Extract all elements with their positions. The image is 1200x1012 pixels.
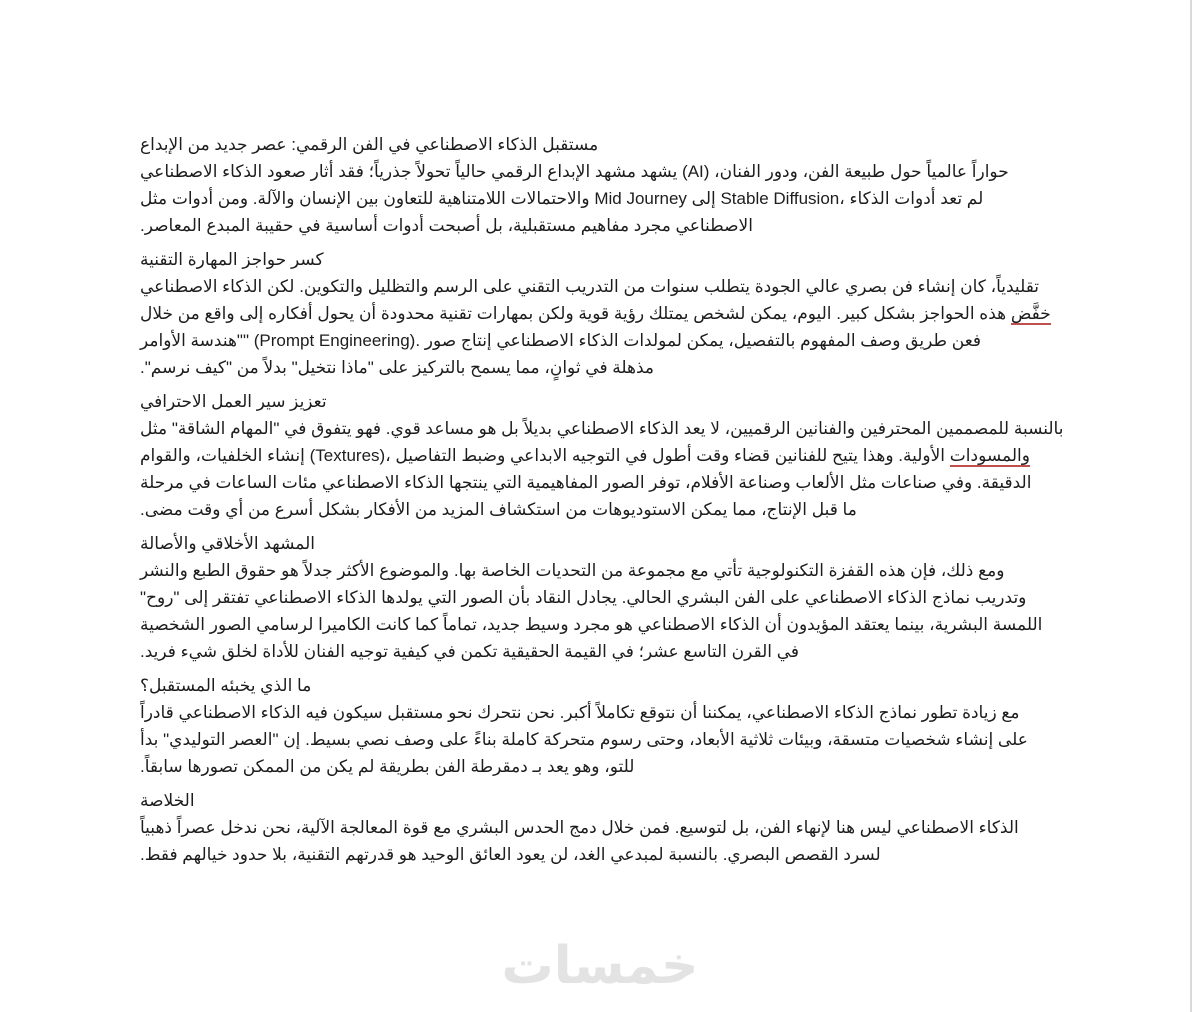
khamsat-watermark: خمسات bbox=[501, 937, 699, 995]
text-line: في القرن التاسع عشر؛ في القيمة الحقيقية تكمن في كيفية توجيه الفنان للأداة لخلق شيء فريد. bbox=[140, 642, 800, 661]
text-line: تقليدياً، كان إنشاء فن بصري عالي الجودة يتطلب سنوات من التدريب التقني على الرسم والتظليل والتكوين. لكن الذكاء الاصطناعي bbox=[140, 277, 1040, 296]
text-line: لم تعد أدوات الذكاء ،Stable Diffusion إلى Mid Journey والاحتمالات اللامتناهية للتعاون بين الإنسان والآلة. ومن أدوات مثل bbox=[140, 189, 984, 208]
text-line: الاصطناعي مجرد مفاهيم مستقبلية، بل أصبحت أدوات أساسية في حقيبة المبدع المعاصر. bbox=[140, 216, 753, 235]
text-line: حواراً عالمياً حول طبيعة الفن، ودور الفنان، (AI) يشهد مشهد الإبداع الرقمي حالياً تحولاً جذرياً؛ فقد أثار صعود الذكاء الاصطناعي bbox=[140, 162, 1009, 181]
text-line: فعن طريق وصف المفهوم بالتفصيل، يمكن لمولدات الذكاء الاصطناعي إنتاج صور .(Prompt Engineering) ""هندسة الأوامر bbox=[140, 331, 982, 350]
document-title: مستقبل الذكاء الاصطناعي في الفن الرقمي: عصر جديد من الإبداع bbox=[140, 135, 599, 154]
text-line: لسرد القصص البصري. بالنسبة لمبدعي الغد، لن يعود العائق الوحيد هو قدرتهم التقنية، بلا حدود خيالهم فقط. bbox=[140, 845, 881, 864]
text-line: ما قبل الإنتاج، مما يمكن الاستوديوهات من استكشاف المزيد من الأفكار بشكل أسرع من أي وقت مضى. bbox=[140, 500, 857, 519]
text-line: مذهلة في ثوانٍ، مما يسمح بالتركيز على "ماذا نتخيل" بدلاً من "كيف نرسم". bbox=[140, 358, 655, 377]
section-heading: كسر حواجز المهارة التقنية bbox=[140, 250, 324, 269]
text-line: خفَّض هذه الحواجز بشكل كبير. اليوم، يمكن لشخص يمتلك رؤية قوية ولكن بمهارات تقنية محدودة أن يحول أفكاره إلى واقع من خلال bbox=[140, 304, 1051, 323]
text-line: بالنسبة للمصممين المحترفين والفنانين الرقميين، لا يعد الذكاء الاصطناعي بديلاً بل هو مساعد قوي. فهو يتفوق في "المهام الشاقة" مثل bbox=[140, 419, 1064, 438]
text-line: وتدريب نماذج الذكاء الاصطناعي على الفن البشري الحالي. يجادل النقاد بأن الصور التي يولدها الذكاء الاصطناعي تفتقر إلى "روح" bbox=[140, 588, 1027, 607]
document-body bbox=[140, 131, 1100, 868]
misspelled-word: والمسودات bbox=[949, 446, 1030, 465]
section-heading: الخلاصة bbox=[140, 791, 195, 810]
text-line: الدقيقة. وفي صناعات مثل الألعاب وصناعة الأفلام، توفر الصور المفاهيمية التي ينتجها الذكاء الاصطناعي مئات الساعات في مرحلة bbox=[140, 473, 1032, 492]
misspelled-word: خفَّض bbox=[1010, 304, 1051, 323]
section-heading: المشهد الأخلاقي والأصالة bbox=[140, 534, 316, 553]
text-line: للتو، وهو يعد بـ دمقرطة الفن بطريقة لم يكن من الممكن تصورها سابقاً. bbox=[140, 757, 635, 776]
text-line: على إنشاء شخصيات متسقة، وبيئات ثلاثية الأبعاد، وحتى رسوم متحركة كاملة بناءً على وصف نصي بسيط. إن "العصر التوليدي" بدأ bbox=[140, 730, 1028, 749]
text-line: اللمسة البشرية، بينما يعتقد المؤيدون أن الذكاء الاصطناعي هو مجرد وسيط جديد، تماماً كما كانت الكاميرا لرسامي الصور الشخصية bbox=[140, 615, 1043, 634]
text-line: الذكاء الاصطناعي ليس هنا لإنهاء الفن، بل لتوسيع. فمن خلال دمج الحدس البشري مع قوة المعالجة الآلية، نحن ندخل عصراً ذهبياً bbox=[140, 818, 1019, 837]
text-line: مع زيادة تطور نماذج الذكاء الاصطناعي، يمكننا أن نتوقع تكاملاً أكبر. نحن نتحرك نحو مستقبل سيكون فيه الذكاء الاصطناعي قادراً bbox=[140, 703, 1020, 722]
text-line: والمسودات الأولية. وهذا يتيح للفنانين قضاء وقت أطول في التوجيه الابداعي وضبط التفاصيل ،(Textures) إنشاء الخلفيات، والقوام bbox=[140, 446, 1030, 465]
page-edge-line bbox=[1190, 0, 1192, 1012]
text-line: ومع ذلك، فإن هذه القفزة التكنولوجية تأتي مع مجموعة من التحديات الخاصة بها. والموضوع الأكثر جدلاً هو حقوق الطبع والنشر bbox=[140, 561, 1005, 580]
section-heading: تعزيز سير العمل الاحترافي bbox=[140, 392, 327, 411]
section-heading: ما الذي يخبئه المستقبل؟ bbox=[140, 676, 312, 695]
